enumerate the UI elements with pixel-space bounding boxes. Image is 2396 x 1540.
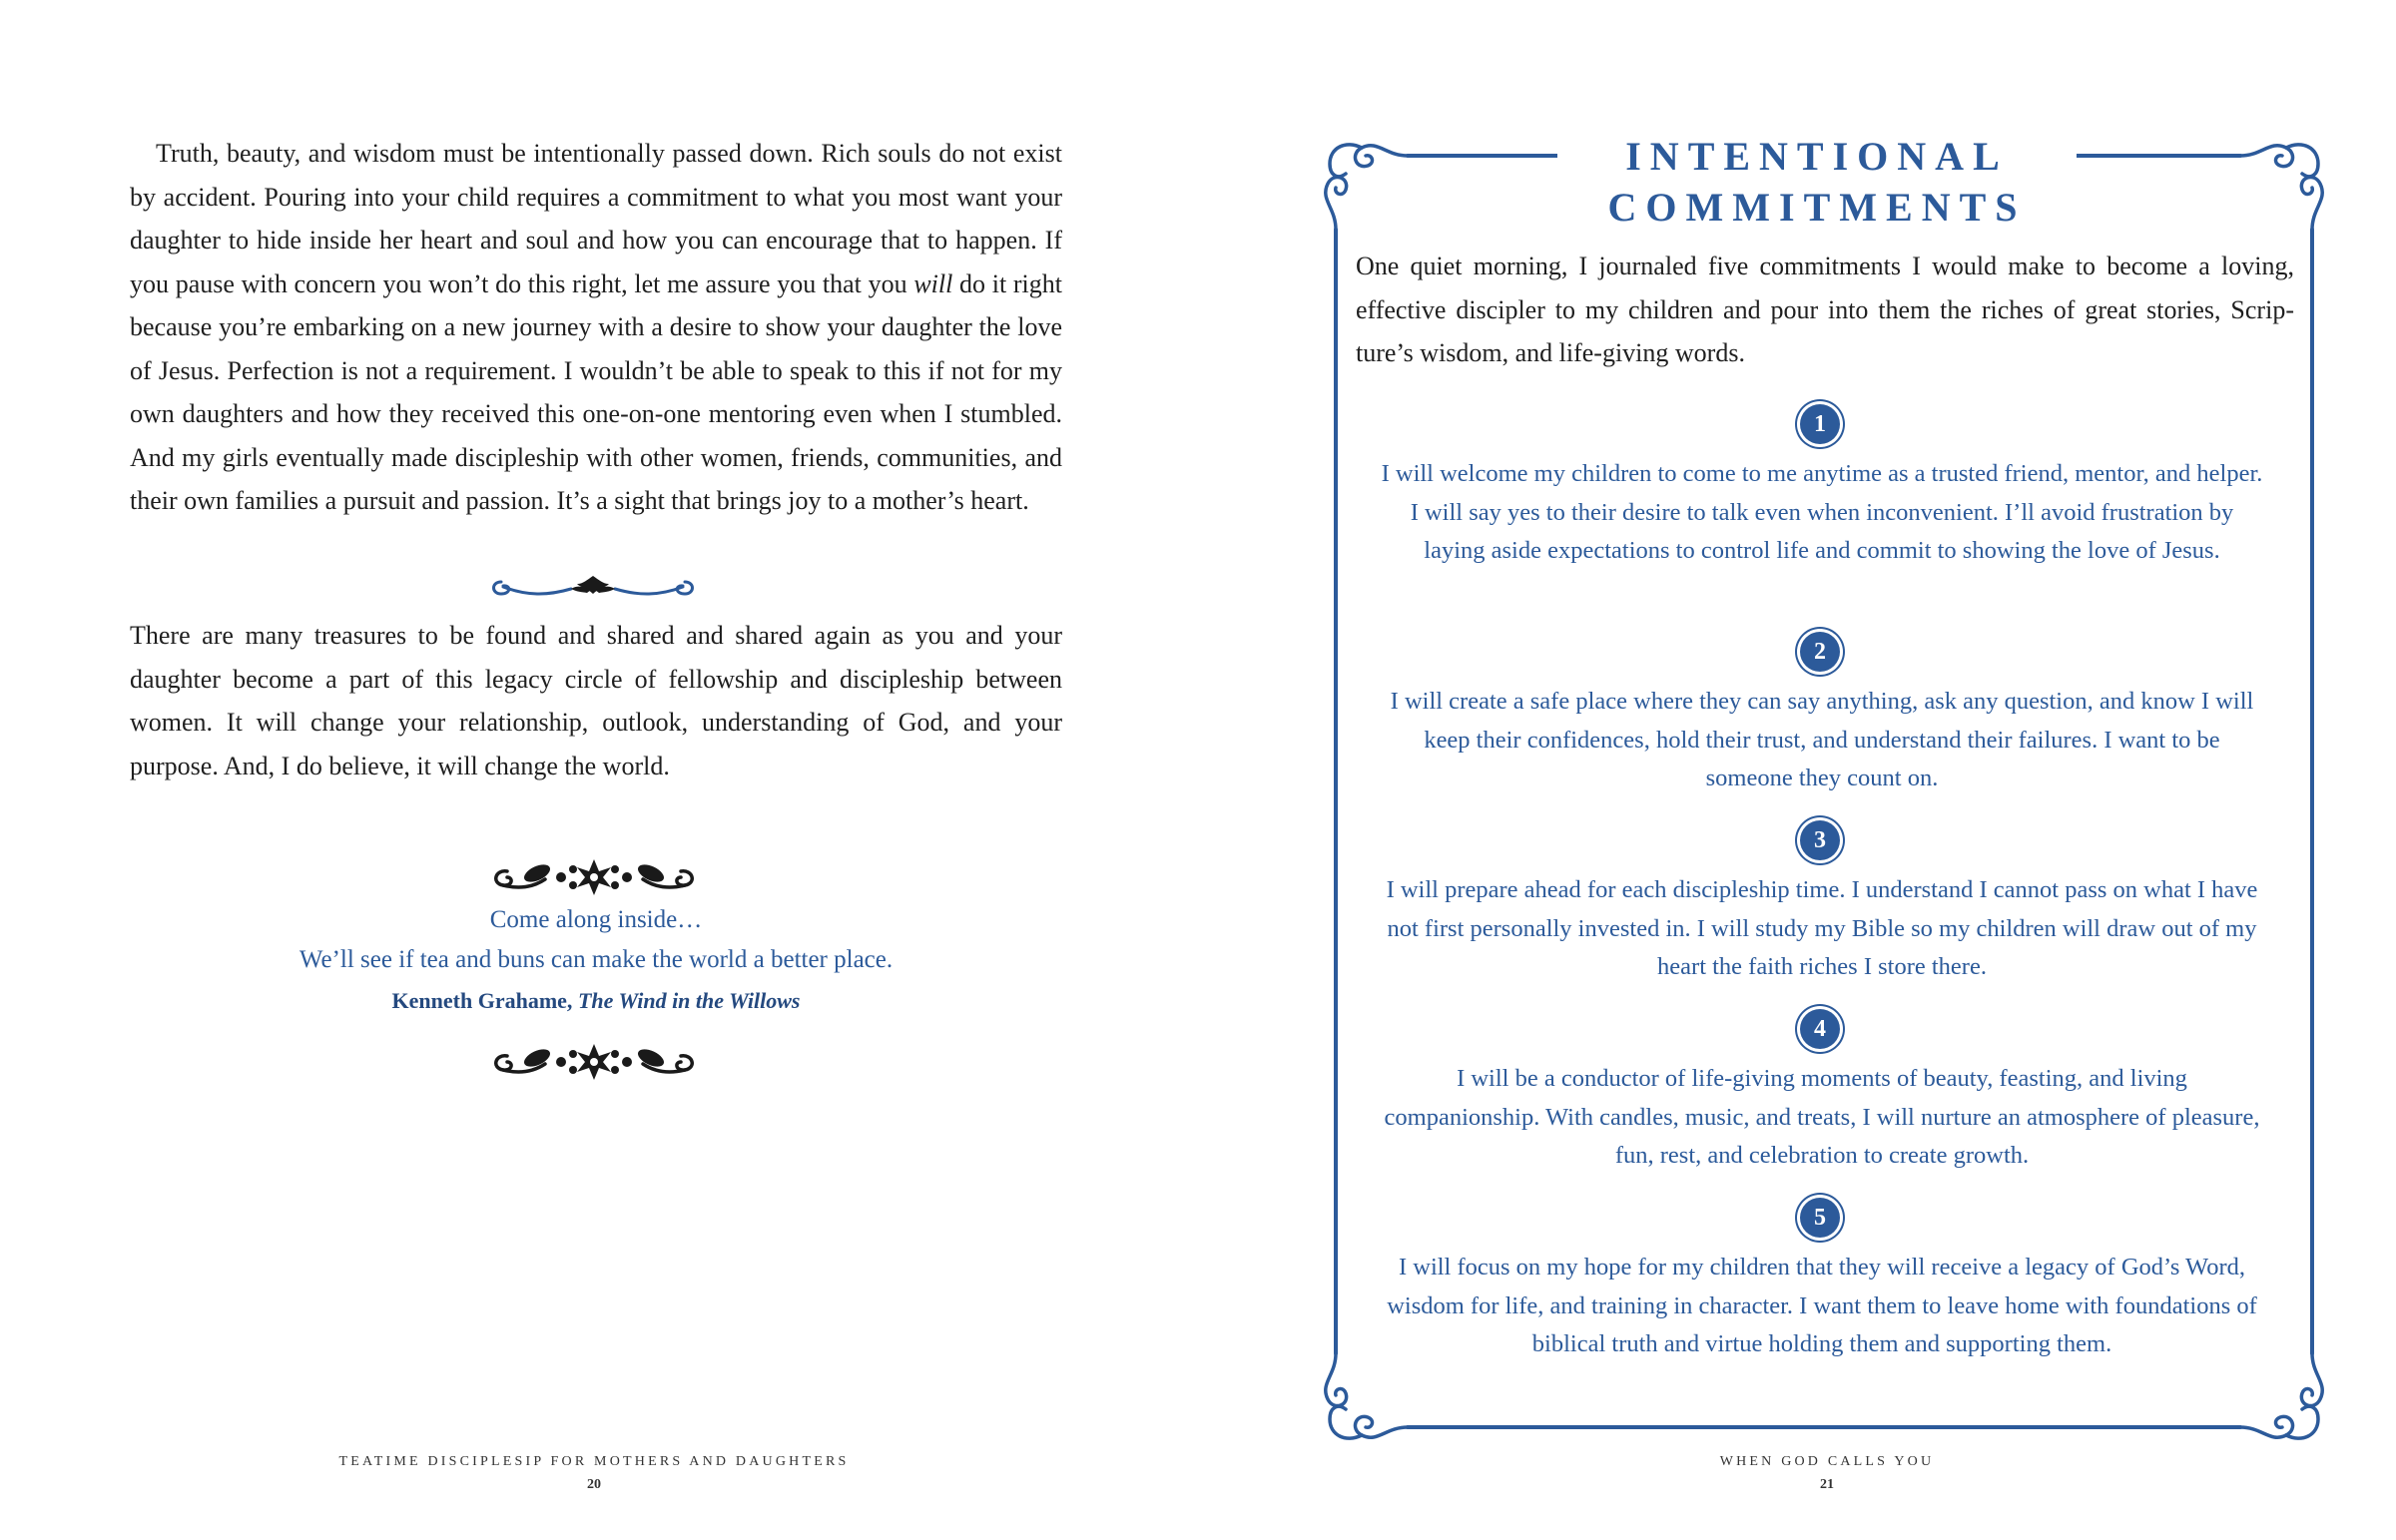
heading-line-2: COMMITMENTS	[1557, 184, 2077, 231]
quote-attribution	[130, 988, 1062, 1014]
paragraph-1-emphasis: will	[913, 268, 953, 298]
commitment-number-badge: 2	[1800, 632, 1840, 672]
left-page-number: 20	[587, 1477, 601, 1492]
commitment-text: I will be a conductor of life-giving moments of beauty, feasting, and living companionship. With candles, music, and treats, I will nurture an atmosphere of pleasure, fun, rest, and celebration to create growth.	[1384, 1065, 2260, 1169]
commitment-text: I will welcome my children to come to me anytime as a trusted friend, mentor, and helper. I will say yes to their desire to talk even when inconvenient. I’ll avoid frustration by laying aside expectations to control life and commit to showing the love of Jesus.	[1381, 460, 2263, 564]
paragraph-1-part-b: do it right because you’re embarking on a new journey with a desire to show your daughter the love of Jesus. Perfection is not a requirement. I wouldn’t be able to speak to this if not for my own daughters and how they received this one-on-one mentoring even when I stumbled. And my girls eventually made discipleship with other women, friends, communities, and their own families a pursuit and passion. It’s a sight that brings joy to a mother’s heart.	[130, 268, 1062, 515]
floral-ornament-icon	[485, 1038, 703, 1082]
commitment-number-badge: 1	[1800, 404, 1840, 444]
commitment-number-badge: 5	[1800, 1198, 1840, 1238]
floral-ornament-icon	[485, 853, 703, 897]
commitment-number-badge: 3	[1800, 820, 1840, 860]
intro-paragraph: One quiet morning, I journaled five commitments I would make to become a loving, effective discipler to my children and pour into them the riches of great stories, Scripture’s wisdom, and life-giving words.	[1356, 252, 2294, 367]
swirl-divider-icon	[487, 572, 699, 602]
quote-work: The Wind in the Willows	[577, 988, 801, 1013]
quote-author: Kenneth Grahame,	[391, 988, 578, 1013]
commitment-number-badge: 4	[1800, 1009, 1840, 1049]
commitment-text: I will focus on my hope for my children that they will receive a legacy of God’s Word, wisdom for life, and training in character. I want them to leave home with foundations of biblical truth and virtue holding them and supporting them.	[1387, 1254, 2257, 1357]
right-page-number: 21	[1820, 1477, 1834, 1492]
quote-line-2: We’ll see if tea and buns can make the world a better place.	[299, 946, 894, 973]
right-running-footer: WHEN GOD CALLS YOU	[1719, 1454, 1935, 1469]
quote-line-1: Come along inside…	[489, 906, 703, 933]
commitment-text: I will create a safe place where they can say anything, ask any question, and know I will keep their confidences, hold their trust, and understand their failures. I want to be someone they count on.	[1390, 688, 2254, 791]
commitment-text: I will prepare ahead for each discipleship time. I understand I cannot pass on what I have not first personally invested in. I will study my Bible so my children will draw out of my heart the faith riches I store there.	[1386, 876, 2258, 980]
body-paragraph-1	[130, 132, 1062, 523]
paragraph-1-part-a: Truth, beauty, and wisdom must be intentionally passed down. Rich souls do not exist by accident. Pouring into your child requires a commitment to what you most want your daughter to hide inside her heart and soul and how you can encourage that to happen. If you pause with concern you won’t do this right, let me assure you that you	[130, 139, 1062, 298]
left-running-footer: TEATIME DISCIPLESIP FOR MOTHERS AND DAUGHTERS	[338, 1454, 850, 1469]
body-paragraph-2: There are many treasures to be found and shared and shared again as you and your daughter become a part of this legacy circle of fellowship and discipleship between women. It will change your relationship, outlook, understanding of God, and your purpose. And, I do believe, it will change the world.	[130, 621, 1062, 780]
heading-line-1: INTENTIONAL	[1557, 133, 2077, 180]
